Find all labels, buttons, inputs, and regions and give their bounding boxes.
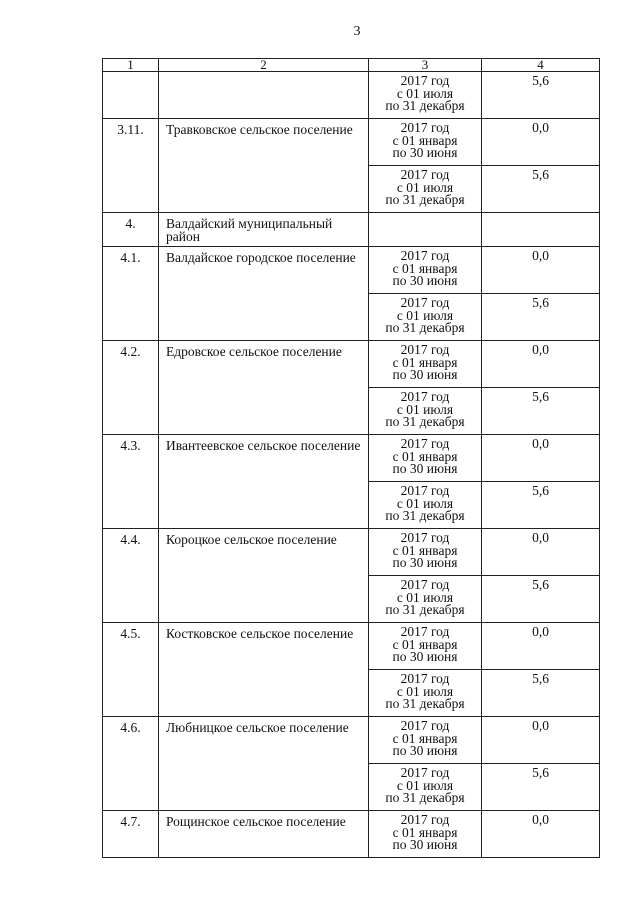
row-number: 4.4. (103, 529, 159, 623)
row-number: 4.3. (103, 435, 159, 529)
period-line: с 01 июля (396, 179, 454, 195)
period-line: с 01 июля (396, 307, 454, 323)
row-number: 4.6. (103, 717, 159, 811)
row-number: 3.11. (103, 119, 159, 213)
period-cell (369, 717, 482, 764)
period-line: 2017 год (400, 718, 450, 733)
rate-value: 5,6 (482, 670, 600, 717)
period-line: 2017 год (400, 765, 450, 780)
table-body (103, 59, 600, 858)
period-cell (369, 388, 482, 435)
period-cell (369, 529, 482, 576)
period-line: по 30 июня (392, 273, 458, 288)
settlement-name: Валдайский муниципальный район (159, 213, 369, 247)
table-row (103, 213, 600, 247)
settlement-name: Рощинское сельское поселение (159, 811, 369, 858)
rate-value: 0,0 (482, 717, 600, 764)
table-row (103, 435, 600, 482)
period-line: с 01 января (392, 448, 458, 464)
period-line: 2017 год (400, 436, 450, 451)
period-cell (369, 576, 482, 623)
column-header: 2 (159, 59, 369, 72)
rate-value: 0,0 (482, 811, 600, 858)
row-number: 4.5. (103, 623, 159, 717)
table-row (103, 623, 600, 670)
table-row (103, 529, 600, 576)
period-cell (369, 764, 482, 811)
period-line: 2017 год (400, 812, 450, 827)
period-line: по 31 декабря (385, 320, 465, 335)
period-line: с 01 января (392, 542, 458, 558)
period-line: с 01 июля (396, 683, 454, 699)
table-row (103, 341, 600, 388)
row-number: 4.2. (103, 341, 159, 435)
period-line: с 01 января (392, 730, 458, 746)
period-cell (369, 482, 482, 529)
column-header: 3 (369, 59, 482, 72)
period-line: по 30 июня (392, 837, 458, 852)
period-line: с 01 июля (396, 401, 454, 417)
row-number (103, 72, 159, 119)
period-line: 2017 год (400, 295, 450, 310)
period-line: 2017 год (400, 120, 450, 135)
row-number: 4.7. (103, 811, 159, 858)
settlement-name: Валдайское городское поселение (159, 247, 369, 341)
column-header: 4 (482, 59, 600, 72)
period-line: с 01 июля (396, 495, 454, 511)
period-line: по 31 декабря (385, 192, 465, 207)
period-line: 2017 год (400, 389, 450, 404)
settlement-name: Короцкое сельское поселение (159, 529, 369, 623)
settlement-name: Любницкое сельское поселение (159, 717, 369, 811)
row-number: 4. (103, 213, 159, 247)
settlement-name (159, 72, 369, 119)
settlement-name: Травковское сельское поселение (159, 119, 369, 213)
period-line: по 31 декабря (385, 98, 465, 113)
table-row (103, 72, 600, 119)
period-line: по 30 июня (392, 743, 458, 758)
period-cell (369, 247, 482, 294)
rate-value: 5,6 (482, 764, 600, 811)
period-line: по 30 июня (392, 649, 458, 664)
row-number: 4.1. (103, 247, 159, 341)
period-cell (369, 119, 482, 166)
table-row (103, 119, 600, 166)
period-cell (369, 294, 482, 341)
rate-value (482, 213, 600, 247)
period-line: с 01 января (392, 132, 458, 148)
table-row (103, 717, 600, 764)
rate-value: 5,6 (482, 72, 600, 119)
period-line: по 30 июня (392, 145, 458, 160)
period-line: по 30 июня (392, 367, 458, 382)
period-line: по 31 декабря (385, 414, 465, 429)
period-line: 2017 год (400, 671, 450, 686)
page-number: 3 (353, 24, 361, 39)
period-cell (369, 811, 482, 858)
rate-value: 5,6 (482, 166, 600, 213)
period-line: по 30 июня (392, 461, 458, 476)
period-cell (369, 341, 482, 388)
period-line: по 31 декабря (385, 790, 465, 805)
period-line: по 31 декабря (385, 508, 465, 523)
period-cell (369, 623, 482, 670)
rate-value: 5,6 (482, 482, 600, 529)
settlement-name: Костковское сельское поселение (159, 623, 369, 717)
rates-table (102, 58, 600, 858)
period-line: с 01 января (392, 824, 458, 840)
period-line: 2017 год (400, 577, 450, 592)
rate-value: 5,6 (482, 294, 600, 341)
rate-value: 5,6 (482, 388, 600, 435)
period-line: 2017 год (400, 73, 450, 88)
settlement-name: Ивантеевское сельское поселение (159, 435, 369, 529)
period-cell (369, 166, 482, 213)
table-row (103, 247, 600, 294)
column-header-row (103, 59, 600, 72)
period-cell (369, 670, 482, 717)
period-line: 2017 год (400, 342, 450, 357)
period-line: с 01 июля (396, 85, 454, 101)
rate-value: 5,6 (482, 576, 600, 623)
period-line: с 01 января (392, 260, 458, 276)
period-line: 2017 год (400, 167, 450, 182)
period-cell (369, 72, 482, 119)
period-line: 2017 год (400, 248, 450, 263)
period-line: по 30 июня (392, 555, 458, 570)
rate-value: 0,0 (482, 529, 600, 576)
settlement-name: Едровское сельское поселение (159, 341, 369, 435)
period-line: с 01 января (392, 354, 458, 370)
period-line: с 01 июля (396, 777, 454, 793)
period-cell (369, 435, 482, 482)
rate-value: 0,0 (482, 341, 600, 388)
period-line: с 01 января (392, 636, 458, 652)
rate-value: 0,0 (482, 623, 600, 670)
period-line: 2017 год (400, 624, 450, 639)
period-line: 2017 год (400, 530, 450, 545)
rate-value: 0,0 (482, 119, 600, 166)
rate-value: 0,0 (482, 247, 600, 294)
period-cell (369, 213, 482, 247)
period-line: с 01 июля (396, 589, 454, 605)
period-line: по 31 декабря (385, 696, 465, 711)
rate-value: 0,0 (482, 435, 600, 482)
column-header: 1 (103, 59, 159, 72)
period-line: по 31 декабря (385, 602, 465, 617)
table-row (103, 811, 600, 858)
period-line: 2017 год (400, 483, 450, 498)
